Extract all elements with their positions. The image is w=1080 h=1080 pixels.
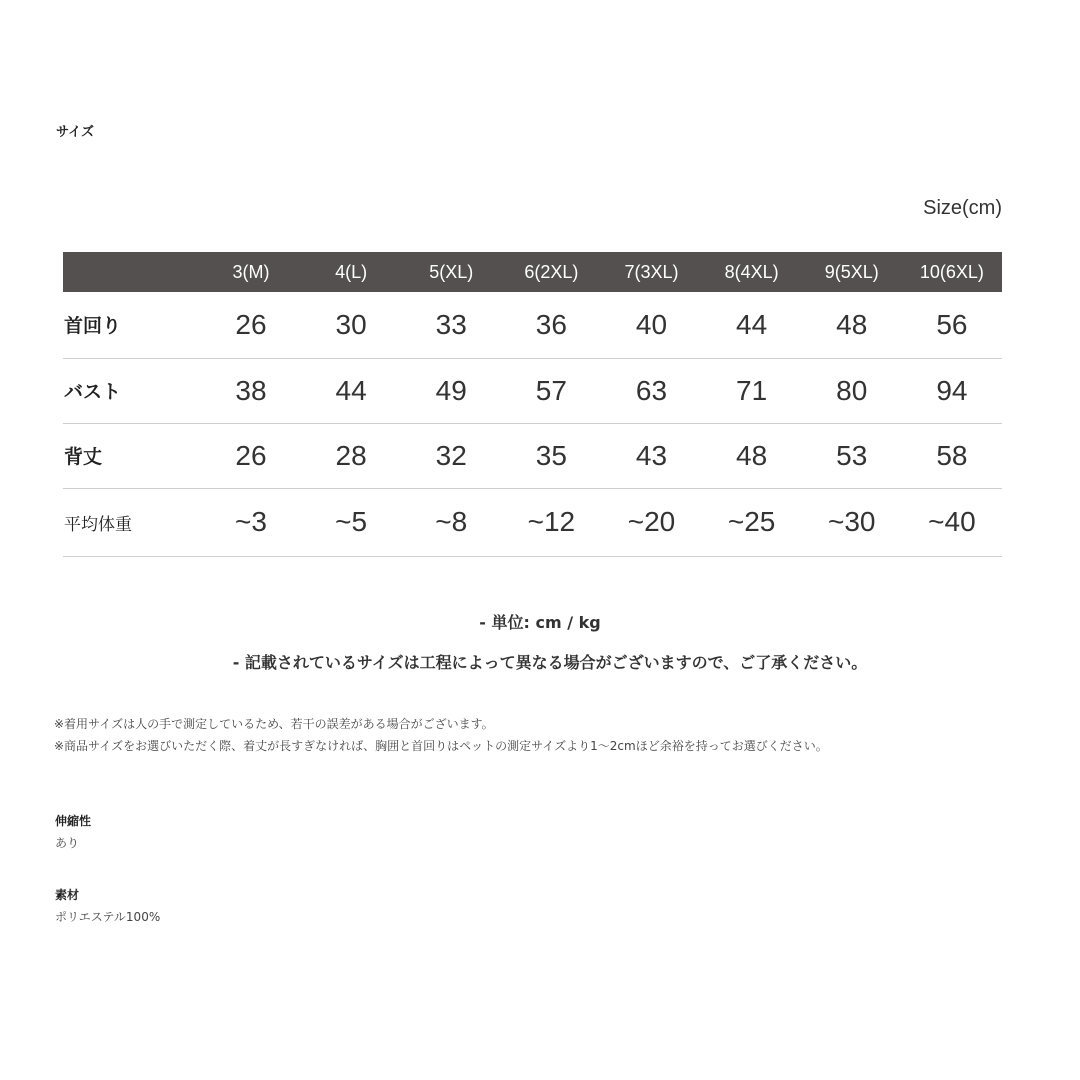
table-cell: ~12: [527, 506, 576, 537]
table-row-weight: [63, 488, 1002, 556]
stretch-label: 伸縮性: [55, 814, 92, 828]
header-cell-size: 3(M): [232, 261, 270, 282]
unit-caption: Size(cm): [923, 197, 1002, 219]
table-cell: 49: [435, 374, 467, 406]
table-cell: 48: [736, 439, 768, 471]
table-cell: 26: [235, 308, 267, 340]
table-cell: 94: [936, 374, 968, 406]
table-cell: 30: [335, 308, 367, 340]
table-cell: 53: [836, 439, 868, 471]
table-cell: 32: [435, 439, 467, 471]
header-cell-blank: [63, 252, 201, 292]
material-value: ポリエステル100%: [55, 910, 161, 924]
header-cell-size: 10(6XL): [919, 261, 984, 282]
table-row-bust: [63, 358, 1002, 423]
table-cell: 28: [335, 439, 367, 471]
table-cell: ~40: [928, 506, 976, 537]
table-row-neck: [63, 292, 1002, 358]
table-cell: ~30: [828, 506, 876, 537]
measurement-disclaimer: ※着用サイズは人の手で測定しているため、若干の誤差がある場合がございます。: [54, 717, 494, 731]
table-cell: 40: [635, 308, 668, 340]
header-cell-size: 9(5XL): [824, 261, 879, 282]
table-cell: ~5: [335, 506, 368, 537]
size-table: [63, 252, 1002, 557]
size-selection-advice: ※商品サイズをお選びいただく際、着丈が長すぎなければ、胸囲と首回りはペットの測定サイズより1〜2cmほど余裕を持ってお選びください。: [54, 739, 828, 753]
table-cell: 26: [235, 439, 267, 471]
table-cell: ~25: [727, 506, 776, 537]
table-cell: 33: [435, 308, 467, 340]
table-header-row: [63, 252, 1002, 292]
table-cell: 35: [535, 439, 567, 471]
table-cell: ~20: [627, 506, 676, 537]
header-cell-size: 7(3XL): [624, 261, 679, 282]
row-label: 背丈: [64, 446, 103, 468]
header-cell-size: 4(L): [335, 261, 368, 282]
unit-note: - 単位: cm / kg: [479, 613, 601, 632]
row-label: 平均体重: [64, 514, 132, 535]
table-cell: ~8: [435, 506, 468, 537]
table-cell: 71: [736, 374, 768, 406]
stretch-value: あり: [55, 836, 80, 850]
table-cell: 38: [235, 374, 267, 406]
table-cell: 80: [836, 374, 868, 406]
header-cell-size: 6(2XL): [524, 261, 579, 282]
table-cell: 43: [635, 439, 668, 471]
header-cell-size: 8(4XL): [724, 261, 779, 282]
row-label: 首回り: [64, 315, 122, 338]
table-cell: 57: [535, 374, 567, 406]
material-label: 素材: [55, 888, 80, 902]
header-cell-size: 5(XL): [429, 261, 474, 282]
table-cell: ~3: [235, 506, 267, 537]
section-title: サイズ: [56, 125, 94, 140]
table-cell: 48: [836, 308, 868, 340]
table-cell: 56: [936, 308, 968, 340]
table-cell: 58: [936, 439, 968, 471]
table-row-back-length: [63, 423, 1002, 488]
table-cell: 44: [335, 374, 367, 406]
row-label: バスト: [64, 381, 122, 403]
variance-note: - 記載されているサイズは工程によって異なる場合がございますので、ご了承ください。: [232, 653, 868, 672]
table-cell: 44: [736, 308, 768, 340]
table-cell: 63: [635, 374, 668, 406]
table-cell: 36: [535, 308, 567, 340]
